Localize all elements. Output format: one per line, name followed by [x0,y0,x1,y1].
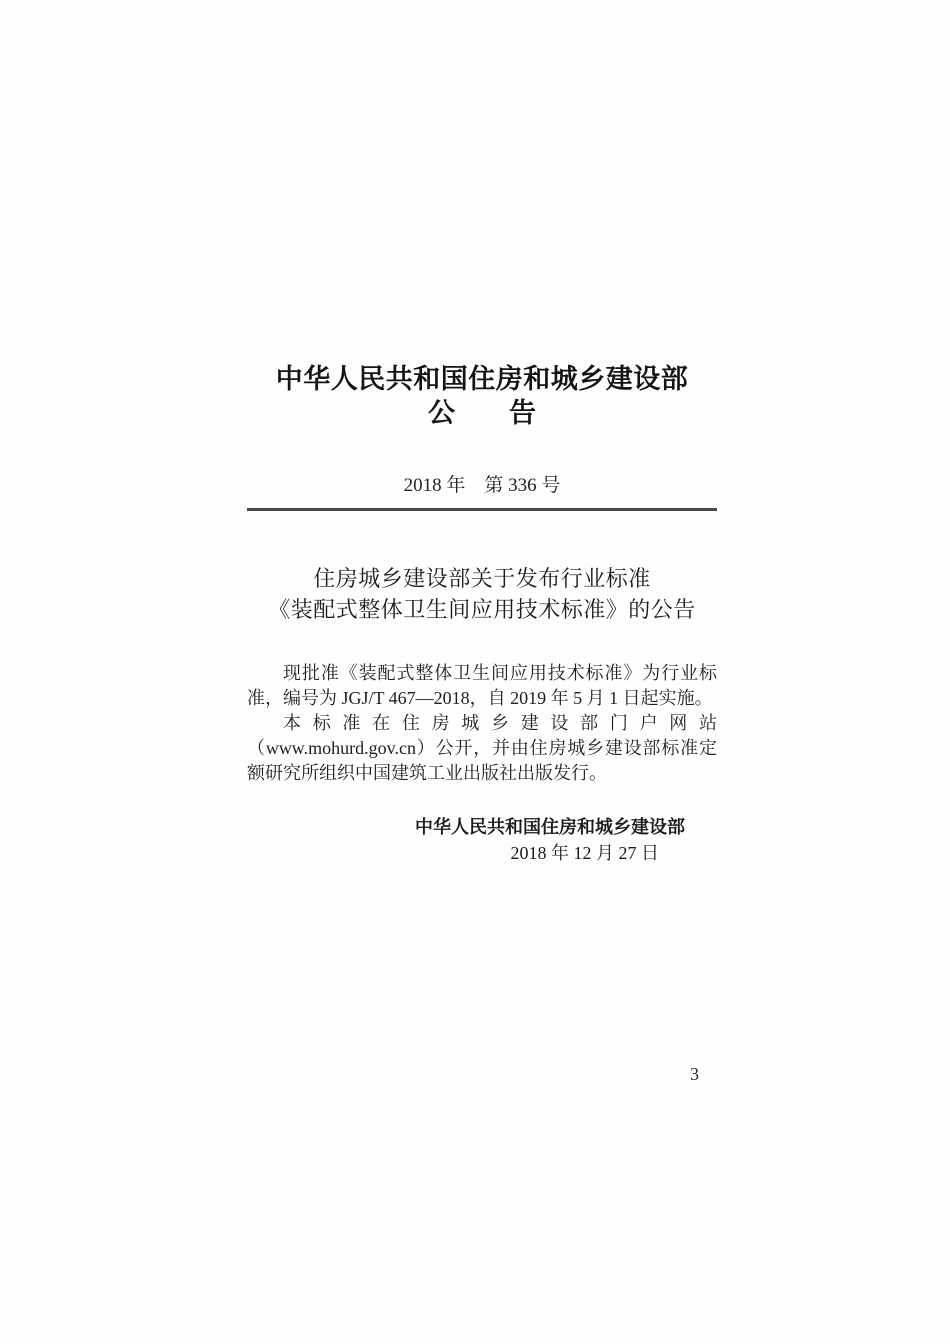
header-divider [247,508,717,511]
announcement-subtitle [247,563,717,625]
signature-block [247,814,717,866]
announcement-number: 2018 年 第 336 号 [403,475,561,496]
announcement-body [247,661,717,786]
ministry-title: 中华人民共和国住房和城乡建设部 [275,364,689,394]
body-paragraph-2: 本标准在住房城乡建设部门户网站（www.mohurd.gov.cn）公开，并由住房城乡建设部标准定额研究所组织中国建筑工业出版社出版发行。 [247,713,717,783]
document-content [247,0,717,866]
announcement-heading: 公 告 [428,398,536,428]
body-paragraph-1: 现批准《装配式整体卫生间应用技术标准》为行业标准，编号为 JGJ/T 467—2018，自 2019 年 5 月 1 日起实施。 [247,663,717,708]
signature-date: 2018 年 12 月 27 日 [510,843,659,863]
subtitle-line-1: 住房城乡建设部关于发布行业标准 [313,566,651,591]
subtitle-line-2: 《装配式整体卫生间应用技术标准》的公告 [268,597,696,622]
page-number: 3 [690,1064,699,1084]
signature-ministry: 中华人民共和国住房和城乡建设部 [415,817,685,837]
